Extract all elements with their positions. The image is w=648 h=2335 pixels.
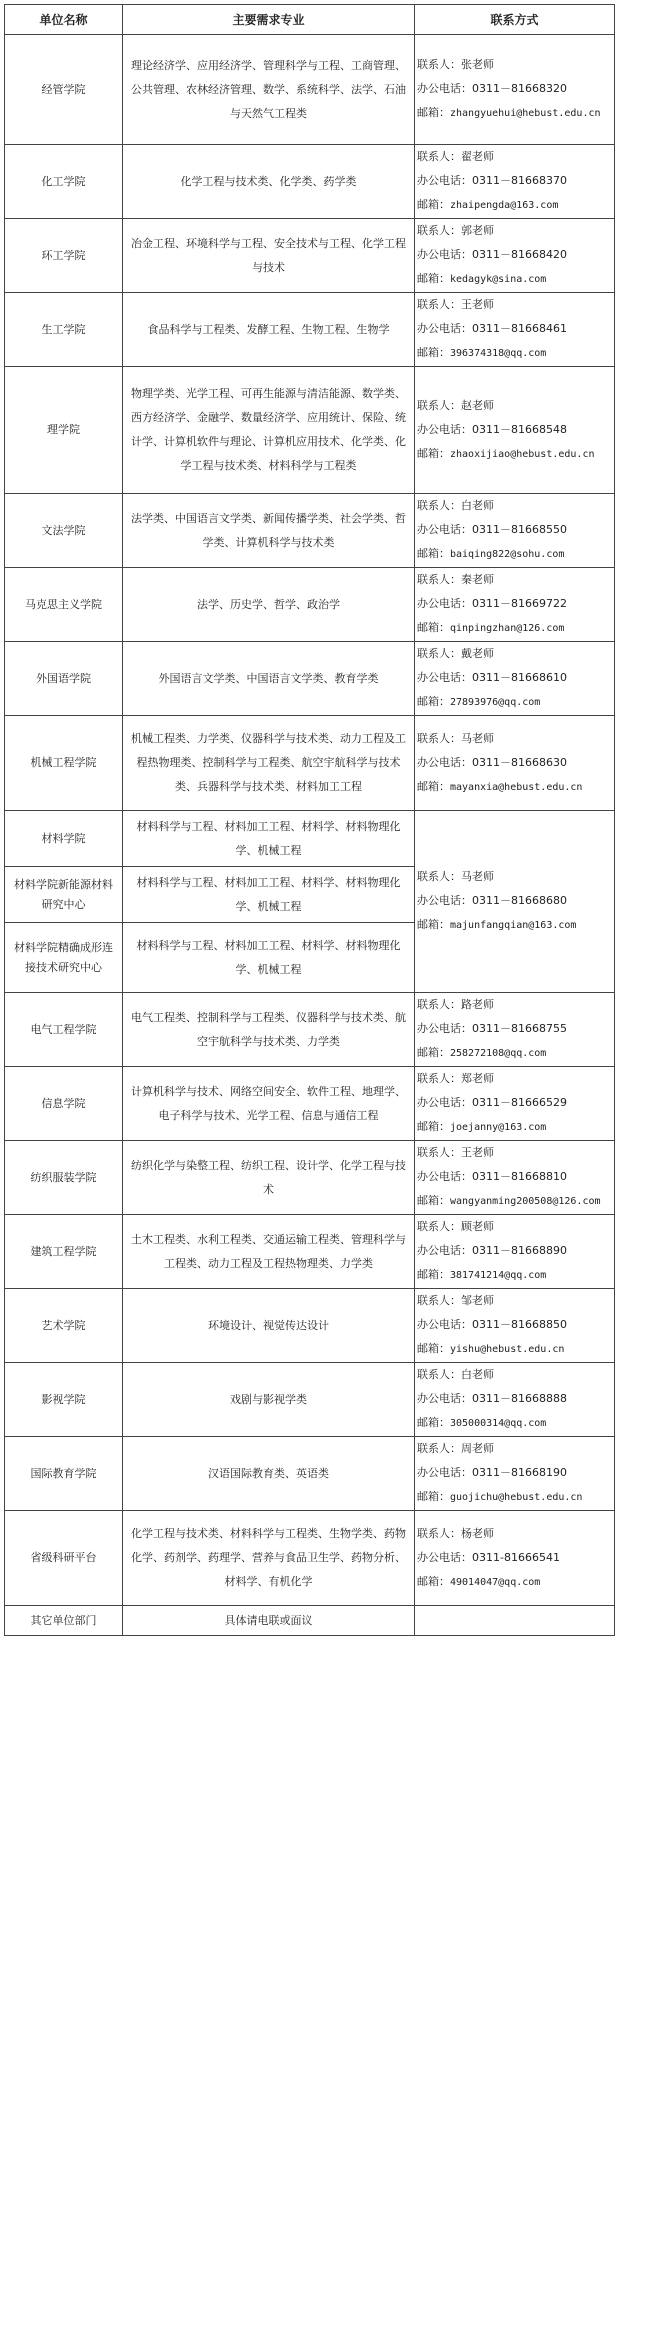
contact-person-line bbox=[417, 1141, 610, 1165]
contact-person-line bbox=[417, 1363, 610, 1387]
contact-person-label: 联系人： bbox=[417, 398, 461, 412]
contact-person-label: 联系人： bbox=[417, 298, 461, 311]
email-address-line bbox=[417, 542, 610, 567]
table-row bbox=[5, 219, 615, 293]
contact-person-label: 联系人： bbox=[417, 224, 461, 237]
office-phone-label: 办公电话： bbox=[417, 248, 472, 261]
table-row bbox=[5, 642, 615, 716]
table-row bbox=[5, 1363, 615, 1437]
email-address-line bbox=[417, 690, 610, 715]
office-phone-label: 办公电话： bbox=[417, 671, 472, 684]
unit-name-cell: 化工学院 bbox=[5, 145, 123, 219]
office-phone-label: 办公电话： bbox=[417, 422, 472, 436]
office-phone: 0311－81668190 bbox=[472, 1466, 567, 1479]
contact-cell bbox=[415, 35, 615, 145]
contact-cell bbox=[415, 1511, 615, 1606]
contact-person-line bbox=[417, 1215, 610, 1239]
contact-cell bbox=[415, 1606, 615, 1636]
table-row bbox=[5, 367, 615, 494]
contact-person-line bbox=[417, 494, 610, 518]
unit-name-cell: 建筑工程学院 bbox=[5, 1215, 123, 1289]
contact-person-label: 联系人： bbox=[417, 58, 461, 71]
contact-person-line bbox=[417, 1289, 610, 1313]
office-phone: 0311－81668850 bbox=[472, 1318, 567, 1331]
contact-person-label: 联系人： bbox=[417, 499, 461, 512]
email-address-line bbox=[417, 775, 610, 800]
majors-cell: 戏剧与影视学类 bbox=[123, 1363, 415, 1437]
majors-cell: 材料科学与工程、材料加工工程、材料学、材料物理化学、机械工程 bbox=[123, 811, 415, 867]
contact-person: 顾老师 bbox=[461, 1220, 494, 1233]
email-address[interactable]: 381741214@qq.com bbox=[450, 1270, 547, 1281]
email-address[interactable]: wangyanming200508@126.com bbox=[450, 1196, 601, 1207]
office-phone-label: 办公电话： bbox=[417, 174, 472, 187]
email-address-line bbox=[417, 101, 610, 126]
contact-person-line bbox=[417, 1437, 610, 1461]
office-phone-label: 办公电话： bbox=[417, 1318, 472, 1331]
office-phone-line bbox=[417, 1387, 610, 1411]
office-phone: 0311－81668461 bbox=[472, 322, 567, 335]
email-address[interactable]: zhaipengda@163.com bbox=[450, 200, 559, 211]
contact-person: 张老师 bbox=[461, 58, 494, 71]
email-address-label: 邮箱： bbox=[417, 1574, 450, 1588]
email-address[interactable]: 396374318@qq.com bbox=[450, 348, 547, 359]
contact-person-label: 联系人： bbox=[417, 647, 461, 660]
contact-person-line bbox=[417, 1067, 610, 1091]
contact-cell bbox=[415, 1437, 615, 1511]
email-address-line bbox=[417, 1485, 610, 1510]
email-address-label: 邮箱： bbox=[417, 621, 450, 634]
majors-cell: 法学类、中国语言文学类、新闻传播学类、社会学类、哲学类、计算机科学与技术类 bbox=[123, 494, 415, 568]
unit-name-cell: 外国语学院 bbox=[5, 642, 123, 716]
majors-cell: 纺织化学与染整工程、纺织工程、设计学、化学工程与技术 bbox=[123, 1141, 415, 1215]
email-address[interactable]: zhaoxijiao@hebust.edu.cn bbox=[450, 448, 595, 460]
table-row bbox=[5, 811, 615, 867]
contact-cell bbox=[415, 716, 615, 811]
table-row bbox=[5, 1511, 615, 1606]
office-phone: 0311－81668888 bbox=[472, 1392, 567, 1405]
unit-name-cell: 材料学院精确成形连接技术研究中心 bbox=[5, 923, 123, 993]
contact-person-label: 联系人： bbox=[417, 1146, 461, 1159]
contact-person-label: 联系人： bbox=[417, 150, 461, 163]
office-phone: 0311-81666541 bbox=[472, 1550, 560, 1564]
contact-person-label: 联系人： bbox=[417, 573, 461, 586]
office-phone-line bbox=[417, 317, 610, 341]
unit-name-cell: 环工学院 bbox=[5, 219, 123, 293]
email-address[interactable]: joejanny@163.com bbox=[450, 1122, 547, 1133]
unit-name-cell: 材料学院 bbox=[5, 811, 123, 867]
office-phone-line bbox=[417, 77, 610, 101]
majors-cell: 汉语国际教育类、英语类 bbox=[123, 1437, 415, 1511]
email-address-line bbox=[417, 913, 610, 938]
email-address-label: 邮箱： bbox=[417, 1194, 450, 1207]
majors-cell: 物理学类、光学工程、可再生能源与清洁能源、数学类、西方经济学、金融学、数量经济学、应用统计、保险、统计学、计算机软件与理论、计算机应用技术、化学类、化学工程与技术类、材料科学与工程类 bbox=[123, 367, 415, 494]
unit-name-cell: 国际教育学院 bbox=[5, 1437, 123, 1511]
office-phone-line bbox=[417, 751, 610, 775]
email-address[interactable]: zhangyuehui@hebust.edu.cn bbox=[450, 108, 601, 119]
table-row bbox=[5, 1141, 615, 1215]
unit-name-cell: 省级科研平台 bbox=[5, 1511, 123, 1606]
email-address-line bbox=[417, 1263, 610, 1288]
contact-person: 周老师 bbox=[461, 1442, 494, 1455]
contact-person: 白老师 bbox=[461, 499, 494, 512]
majors-cell: 环境设计、视觉传达设计 bbox=[123, 1289, 415, 1363]
email-address-label: 邮箱： bbox=[417, 1120, 450, 1133]
office-phone-label: 办公电话： bbox=[417, 894, 472, 907]
office-phone-label: 办公电话： bbox=[417, 1170, 472, 1183]
majors-cell: 冶金工程、环境科学与工程、安全技术与工程、化学工程与技术 bbox=[123, 219, 415, 293]
email-address-label: 邮箱： bbox=[417, 1490, 450, 1503]
contact-cell bbox=[415, 219, 615, 293]
unit-name-cell: 文法学院 bbox=[5, 494, 123, 568]
office-phone-line bbox=[417, 243, 610, 267]
contact-person: 王老师 bbox=[461, 298, 494, 311]
table-row bbox=[5, 494, 615, 568]
contact-person-line bbox=[417, 993, 610, 1017]
email-address[interactable]: qinpingzhan@126.com bbox=[450, 623, 565, 634]
unit-name-cell: 材料学院新能源材料研究中心 bbox=[5, 867, 123, 923]
contact-person-line bbox=[417, 568, 610, 592]
office-phone: 0311－81668370 bbox=[472, 174, 567, 187]
email-address-line bbox=[417, 616, 610, 641]
contact-person: 路老师 bbox=[461, 998, 494, 1011]
office-phone: 0311－81668320 bbox=[472, 82, 567, 95]
majors-cell: 食品科学与工程类、发酵工程、生物工程、生物学 bbox=[123, 293, 415, 367]
table-header-row bbox=[5, 5, 615, 35]
table-row bbox=[5, 1215, 615, 1289]
office-phone-line bbox=[417, 666, 610, 690]
contact-person: 郭老师 bbox=[461, 224, 494, 237]
contact-person: 郑老师 bbox=[461, 1072, 494, 1085]
majors-cell: 法学、历史学、哲学、政治学 bbox=[123, 568, 415, 642]
contact-person: 戴老师 bbox=[461, 647, 494, 660]
contact-cell bbox=[415, 1289, 615, 1363]
contact-person: 邹老师 bbox=[461, 1294, 494, 1307]
contact-cell bbox=[415, 811, 615, 993]
contact-cell bbox=[415, 367, 615, 494]
email-address-line bbox=[417, 193, 610, 218]
email-address[interactable]: 305000314@qq.com bbox=[450, 1418, 547, 1429]
office-phone-line bbox=[417, 1239, 610, 1263]
office-phone-label: 办公电话： bbox=[417, 1244, 472, 1257]
office-phone-line bbox=[417, 418, 610, 442]
contact-cell bbox=[415, 1215, 615, 1289]
email-address[interactable]: yishu@hebust.edu.cn bbox=[450, 1344, 565, 1355]
office-phone-line bbox=[417, 1165, 610, 1189]
majors-cell: 化学工程与技术类、材料科学与工程类、生物学类、药物化学、药剂学、药理学、营养与食品卫生学、药物分析、材料学、有机化学 bbox=[123, 1511, 415, 1606]
office-phone-label: 办公电话： bbox=[417, 523, 472, 536]
contact-cell bbox=[415, 1141, 615, 1215]
majors-cell: 机械工程类、力学类、仪器科学与技术类、动力工程及工程热物理类、控制科学与工程类、航空宇航科学与技术类、兵器科学与技术类、材料加工工程 bbox=[123, 716, 415, 811]
email-address-label: 邮箱： bbox=[417, 1416, 450, 1429]
majors-cell: 材料科学与工程、材料加工工程、材料学、材料物理化学、机械工程 bbox=[123, 923, 415, 993]
contact-person-label: 联系人： bbox=[417, 1294, 461, 1307]
contact-person-label: 联系人： bbox=[417, 998, 461, 1011]
office-phone: 0311－81668755 bbox=[472, 1022, 567, 1035]
contact-person-label: 联系人： bbox=[417, 1072, 461, 1085]
contact-person-label: 联系人： bbox=[417, 1368, 461, 1381]
unit-name-cell: 影视学院 bbox=[5, 1363, 123, 1437]
email-address-label: 邮箱： bbox=[417, 1046, 450, 1059]
table-row bbox=[5, 1289, 615, 1363]
contact-person-label: 联系人： bbox=[417, 1442, 461, 1455]
contact-person-line bbox=[417, 53, 610, 77]
contact-person-line bbox=[417, 394, 610, 418]
email-address-line bbox=[417, 1570, 610, 1595]
email-address[interactable]: 27893976@qq.com bbox=[450, 697, 541, 708]
contact-person: 白老师 bbox=[461, 1368, 494, 1381]
contact-person: 马老师 bbox=[461, 870, 494, 883]
majors-cell: 电气工程类、控制科学与工程类、仪器科学与技术类、航空宇航科学与技术类、力学类 bbox=[123, 993, 415, 1067]
unit-name-cell: 艺术学院 bbox=[5, 1289, 123, 1363]
unit-name-cell: 电气工程学院 bbox=[5, 993, 123, 1067]
email-address[interactable]: mayanxia@hebust.edu.cn bbox=[450, 781, 583, 793]
office-phone-line bbox=[417, 518, 610, 542]
table-row bbox=[5, 993, 615, 1067]
office-phone-line bbox=[417, 1313, 610, 1337]
table-row bbox=[5, 1437, 615, 1511]
email-address-label: 邮箱： bbox=[417, 779, 450, 793]
contact-person: 翟老师 bbox=[461, 150, 494, 163]
contact-cell bbox=[415, 568, 615, 642]
contact-person-label: 联系人： bbox=[417, 870, 461, 883]
header-unit: 单位名称 bbox=[5, 5, 123, 35]
office-phone-label: 办公电话： bbox=[417, 1392, 472, 1405]
contact-person-line bbox=[417, 145, 610, 169]
contact-cell bbox=[415, 1067, 615, 1141]
unit-name-cell: 信息学院 bbox=[5, 1067, 123, 1141]
contact-person-line bbox=[417, 642, 610, 666]
unit-name-cell: 理学院 bbox=[5, 367, 123, 494]
email-address-label: 邮箱： bbox=[417, 1268, 450, 1281]
majors-cell: 化学工程与技术类、化学类、药学类 bbox=[123, 145, 415, 219]
office-phone-line bbox=[417, 1461, 610, 1485]
email-address-line bbox=[417, 1411, 610, 1436]
office-phone: 0311－81668548 bbox=[472, 422, 567, 436]
majors-cell: 理论经济学、应用经济学、管理科学与工程、工商管理、公共管理、农林经济管理、数学、系统科学、法学、石油与天然气工程类 bbox=[123, 35, 415, 145]
majors-cell: 计算机科学与技术、网络空间安全、软件工程、地理学、电子科学与技术、光学工程、信息与通信工程 bbox=[123, 1067, 415, 1141]
contact-person-label: 联系人： bbox=[417, 731, 461, 745]
email-address-line bbox=[417, 1189, 610, 1214]
contact-cell bbox=[415, 1363, 615, 1437]
table-row bbox=[5, 293, 615, 367]
email-address-line bbox=[417, 341, 610, 366]
table-row bbox=[5, 568, 615, 642]
office-phone-label: 办公电话： bbox=[417, 1466, 472, 1479]
email-address-line bbox=[417, 1115, 610, 1140]
office-phone-label: 办公电话： bbox=[417, 1096, 472, 1109]
unit-name-cell: 其它单位部门 bbox=[5, 1606, 123, 1636]
email-address-label: 邮箱： bbox=[417, 547, 450, 560]
contact-person: 马老师 bbox=[461, 731, 494, 745]
office-phone: 0311－81668890 bbox=[472, 1244, 567, 1257]
table-row bbox=[5, 145, 615, 219]
recruitment-table bbox=[4, 4, 615, 1636]
contact-cell bbox=[415, 494, 615, 568]
table-body bbox=[5, 35, 615, 1636]
majors-cell: 具体请电联或面议 bbox=[123, 1606, 415, 1636]
office-phone-label: 办公电话： bbox=[417, 82, 472, 95]
email-address[interactable]: majunfangqian@163.com bbox=[450, 920, 577, 931]
email-address[interactable]: 49014047@qq.com bbox=[450, 1576, 541, 1588]
email-address[interactable]: guojichu@hebust.edu.cn bbox=[450, 1492, 583, 1503]
contact-cell bbox=[415, 642, 615, 716]
office-phone-label: 办公电话： bbox=[417, 597, 472, 610]
office-phone-line bbox=[417, 592, 610, 616]
email-address-label: 邮箱： bbox=[417, 695, 450, 708]
majors-cell: 材料科学与工程、材料加工工程、材料学、材料物理化学、机械工程 bbox=[123, 867, 415, 923]
unit-name-cell: 纺织服装学院 bbox=[5, 1141, 123, 1215]
email-address-label: 邮箱： bbox=[417, 1342, 450, 1355]
contact-person-label: 联系人： bbox=[417, 1220, 461, 1233]
office-phone-line bbox=[417, 1546, 610, 1570]
email-address-label: 邮箱： bbox=[417, 198, 450, 211]
contact-cell bbox=[415, 993, 615, 1067]
unit-name-cell: 机械工程学院 bbox=[5, 716, 123, 811]
email-address[interactable]: baiqing822@sohu.com bbox=[450, 549, 565, 560]
email-address[interactable]: kedagyk@sina.com bbox=[450, 274, 547, 285]
header-contact: 联系方式 bbox=[415, 5, 615, 35]
office-phone-label: 办公电话： bbox=[417, 322, 472, 335]
office-phone: 0311－81668680 bbox=[472, 894, 567, 907]
majors-cell: 土木工程类、水利工程类、交通运输工程类、管理科学与工程类、动力工程及工程热物理类、力学类 bbox=[123, 1215, 415, 1289]
contact-person-line bbox=[417, 293, 610, 317]
office-phone: 0311－81669722 bbox=[472, 597, 567, 610]
office-phone-line bbox=[417, 1091, 610, 1115]
contact-person-line bbox=[417, 865, 610, 889]
office-phone: 0311－81668810 bbox=[472, 1170, 567, 1183]
email-address-line bbox=[417, 267, 610, 292]
office-phone: 0311－81668610 bbox=[472, 671, 567, 684]
email-address-label: 邮箱： bbox=[417, 272, 450, 285]
contact-person: 王老师 bbox=[461, 1146, 494, 1159]
contact-person: 杨老师 bbox=[461, 1526, 494, 1540]
table-row bbox=[5, 716, 615, 811]
majors-cell: 外国语言文学类、中国语言文学类、教育学类 bbox=[123, 642, 415, 716]
office-phone-label: 办公电话： bbox=[417, 1022, 472, 1035]
contact-cell bbox=[415, 293, 615, 367]
contact-person-line bbox=[417, 727, 610, 751]
email-address-label: 邮箱： bbox=[417, 918, 450, 931]
office-phone-line bbox=[417, 1017, 610, 1041]
office-phone: 0311－81668420 bbox=[472, 248, 567, 261]
unit-name-cell: 生工学院 bbox=[5, 293, 123, 367]
email-address-label: 邮箱： bbox=[417, 446, 450, 460]
header-majors: 主要需求专业 bbox=[123, 5, 415, 35]
table-row bbox=[5, 1606, 615, 1636]
contact-person: 秦老师 bbox=[461, 573, 494, 586]
contact-cell bbox=[415, 145, 615, 219]
contact-person: 赵老师 bbox=[461, 398, 494, 412]
contact-person-line bbox=[417, 219, 610, 243]
office-phone-label: 办公电话： bbox=[417, 1550, 472, 1564]
email-address-label: 邮箱： bbox=[417, 346, 450, 359]
unit-name-cell: 经管学院 bbox=[5, 35, 123, 145]
email-address[interactable]: 258272108@qq.com bbox=[450, 1048, 547, 1059]
office-phone: 0311－81666529 bbox=[472, 1096, 567, 1109]
table-row bbox=[5, 35, 615, 145]
office-phone-label: 办公电话： bbox=[417, 755, 472, 769]
table-row bbox=[5, 1067, 615, 1141]
email-address-line bbox=[417, 442, 610, 467]
office-phone: 0311－81668550 bbox=[472, 523, 567, 536]
office-phone-line bbox=[417, 889, 610, 913]
contact-person-label: 联系人： bbox=[417, 1526, 461, 1540]
office-phone: 0311－81668630 bbox=[472, 755, 567, 769]
contact-person-line bbox=[417, 1522, 610, 1546]
email-address-label: 邮箱： bbox=[417, 106, 450, 119]
office-phone-line bbox=[417, 169, 610, 193]
email-address-line bbox=[417, 1041, 610, 1066]
email-address-line bbox=[417, 1337, 610, 1362]
unit-name-cell: 马克思主义学院 bbox=[5, 568, 123, 642]
